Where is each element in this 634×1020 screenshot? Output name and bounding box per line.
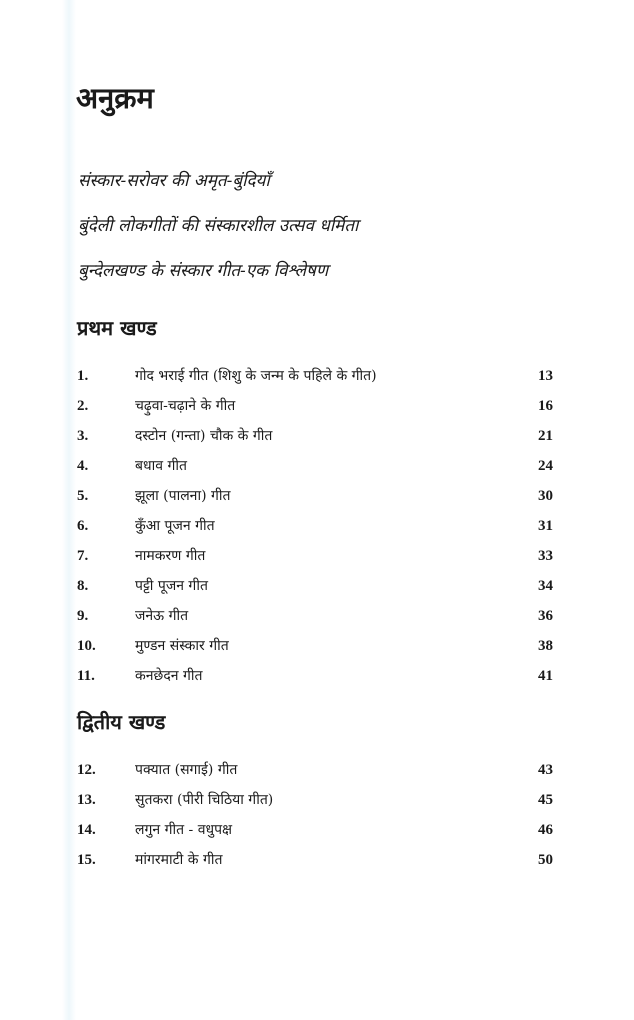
section-heading: द्वितीय खण्ड <box>77 710 166 734</box>
toc-entry-num: 11. <box>77 668 95 684</box>
toc-entry[interactable] <box>77 486 553 510</box>
toc-entry[interactable] <box>77 820 553 844</box>
toc-entry-label: जनेऊ गीत <box>135 608 189 624</box>
toc-entry-page: 21 <box>538 428 553 444</box>
toc-entry-num: 8. <box>77 578 89 594</box>
toc-entry-label: दस्टोन (गन्ता) चौक के गीत <box>135 428 273 444</box>
toc-entry-page: 16 <box>538 398 553 414</box>
toc-entry-label: लगुन गीत - वधुपक्ष <box>135 822 233 838</box>
toc-entry-page: 13 <box>538 368 553 384</box>
toc-entry[interactable] <box>77 456 553 480</box>
toc-entry-label: सुतकरा (पीरी चिठिया गीत) <box>135 792 274 808</box>
intro-item: संस्कार-सरोवर की अमृत-बुंदियाँ <box>78 171 270 191</box>
page-edge-shading <box>62 0 76 1020</box>
toc-entry-num: 3. <box>77 428 89 444</box>
toc-entry[interactable] <box>77 426 553 450</box>
toc-entry-num: 10. <box>77 638 96 654</box>
toc-entry-label: चढ़ुवा-चढ़ाने के गीत <box>135 398 236 414</box>
toc-entry-num: 15. <box>77 852 96 868</box>
toc-entry-num: 1. <box>77 368 89 384</box>
toc-entry-page: 46 <box>538 822 553 838</box>
toc-entry-page: 45 <box>538 792 553 808</box>
toc-entry-page: 24 <box>538 458 553 474</box>
toc-entry-label: नामकरण गीत <box>135 548 206 564</box>
toc-entry[interactable] <box>77 606 553 630</box>
toc-entry-num: 9. <box>77 608 89 624</box>
page-title: अनुक्रम <box>76 81 154 115</box>
toc-entry-page: 43 <box>538 762 553 778</box>
toc-entry-num: 2. <box>77 398 89 414</box>
toc-entry-page: 36 <box>538 608 553 624</box>
toc-entry-page: 41 <box>538 668 553 684</box>
toc-entry[interactable] <box>77 546 553 570</box>
toc-entry[interactable] <box>77 760 553 784</box>
toc-entry[interactable] <box>77 576 553 600</box>
toc-entry[interactable] <box>77 396 553 420</box>
toc-entry[interactable] <box>77 850 553 874</box>
toc-entry-num: 5. <box>77 488 89 504</box>
toc-entry-label: बधाव गीत <box>135 458 187 474</box>
toc-entry-page: 30 <box>538 488 553 504</box>
toc-entry-page: 50 <box>538 852 553 868</box>
toc-entry-label: गोद भराई गीत (शिशु के जन्म के पहिले के गीत) <box>135 368 377 384</box>
toc-entry[interactable] <box>77 516 553 540</box>
toc-entry-label: मुण्डन संस्कार गीत <box>135 638 229 654</box>
toc-entry-label: पट्टी पूजन गीत <box>135 578 208 594</box>
toc-entry-label: कुँआ पूजन गीत <box>135 518 215 534</box>
toc-entry-num: 6. <box>77 518 89 534</box>
intro-item: बुंदेली लोकगीतों की संस्कारशील उत्सव धर्मिता <box>78 216 359 236</box>
toc-entry-num: 7. <box>77 548 89 564</box>
toc-entry-label: मांगरमाटी के गीत <box>135 852 223 868</box>
toc-entry[interactable] <box>77 366 553 390</box>
intro-item: बुन्देलखण्ड के संस्कार गीत-एक विश्लेषण <box>78 261 329 281</box>
toc-entry-page: 33 <box>538 548 553 564</box>
toc-entry-label: झूला (पालना) गीत <box>135 488 231 504</box>
toc-entry-num: 13. <box>77 792 96 808</box>
toc-entry-num: 12. <box>77 762 96 778</box>
toc-entry[interactable] <box>77 790 553 814</box>
toc-entry-num: 14. <box>77 822 96 838</box>
toc-entry-num: 4. <box>77 458 89 474</box>
toc-entry-label: पक्यात (सगाई) गीत <box>135 762 238 778</box>
toc-entry[interactable] <box>77 666 553 690</box>
toc-entry-page: 31 <box>538 518 553 534</box>
toc-entry[interactable] <box>77 636 553 660</box>
toc-entry-label: कनछेदन गीत <box>135 668 203 684</box>
toc-entry-page: 34 <box>538 578 553 594</box>
section-heading: प्रथम खण्ड <box>77 316 157 340</box>
toc-entry-page: 38 <box>538 638 553 654</box>
